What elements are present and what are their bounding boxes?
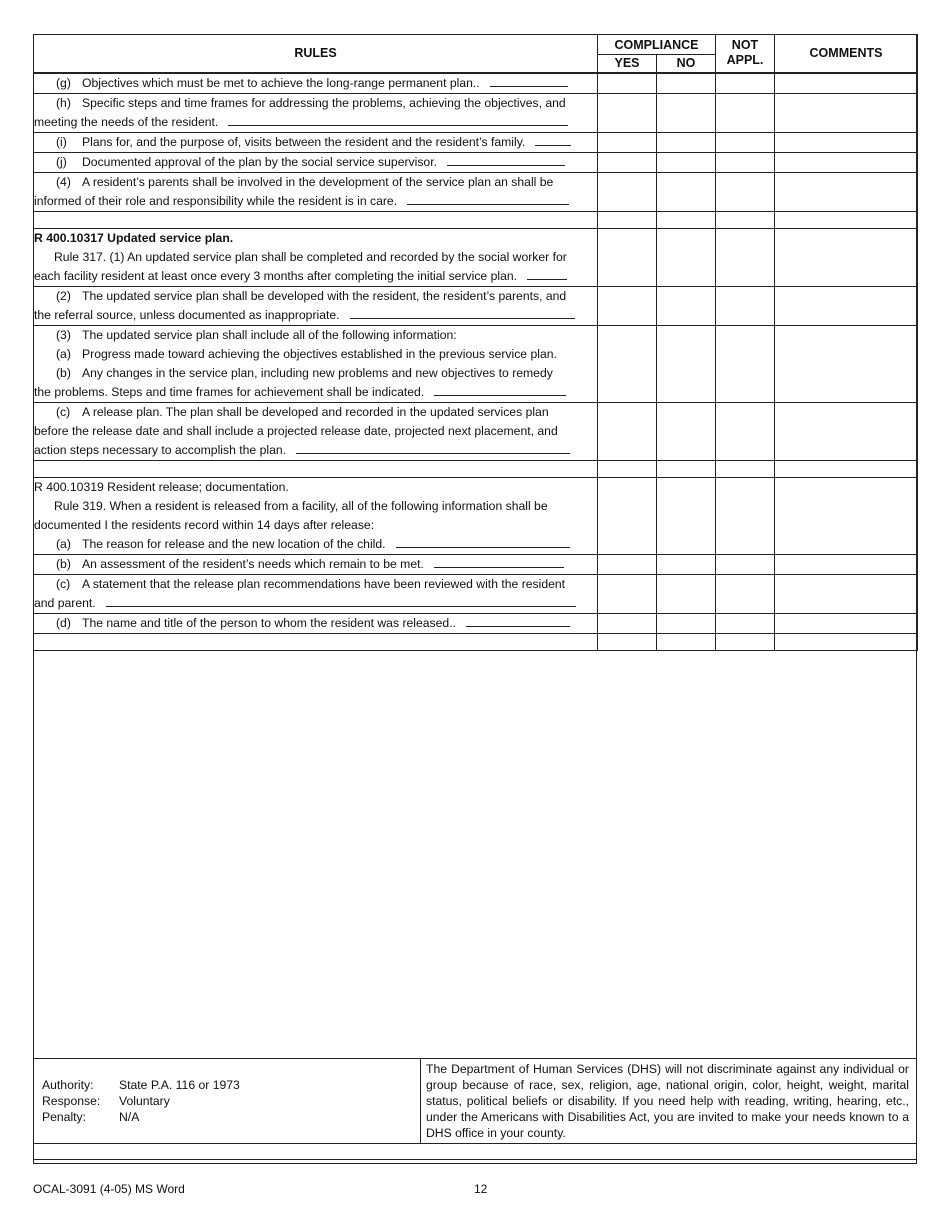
no-cell[interactable] (657, 477, 716, 554)
no-cell[interactable] (657, 152, 716, 172)
table-row (34, 574, 918, 613)
table-row (34, 152, 918, 172)
item-text: A release plan. The plan shall be developed and recorded in the updated services plan (82, 404, 549, 419)
yes-cell[interactable] (598, 613, 657, 633)
authority-value: State P.A. 116 or 1973 (119, 1078, 240, 1092)
no-cell[interactable] (657, 613, 716, 633)
answer-line[interactable] (434, 383, 566, 396)
answer-line[interactable] (228, 113, 568, 126)
no-cell[interactable] (657, 73, 716, 94)
table-row (34, 172, 918, 211)
item-label: (j) (56, 154, 67, 169)
item-text: action steps necessary to accomplish the plan. (34, 442, 287, 457)
table-row (34, 460, 918, 477)
item-text: each facility resident at least once every 3 months after completing the initial service plan. (34, 268, 518, 283)
rule-cell (34, 574, 598, 613)
no-cell[interactable] (657, 574, 716, 613)
comment-cell[interactable] (775, 613, 918, 633)
authority-block (34, 1059, 421, 1144)
rule-cell (34, 172, 598, 211)
na-cell[interactable] (716, 460, 775, 477)
item-text: Plans for, and the purpose of, visits between the resident and the resident’s family. (82, 134, 526, 149)
section-title: R 400.10317 Updated service plan. (34, 230, 234, 245)
answer-line[interactable] (106, 594, 576, 607)
rule-cell (34, 152, 598, 172)
item-label: (b) (56, 365, 71, 380)
item-text: meeting the needs of the resident. (34, 114, 219, 129)
item-label: (g) (56, 75, 71, 90)
item-text: Documented approval of the plan by the social service supervisor. (82, 154, 437, 169)
na-cell[interactable] (716, 477, 775, 554)
answer-line[interactable] (296, 441, 570, 454)
no-cell[interactable] (657, 211, 716, 228)
table-row (34, 477, 918, 554)
na-cell[interactable] (716, 402, 775, 460)
comment-cell[interactable] (775, 132, 918, 152)
na-cell[interactable] (716, 132, 775, 152)
item-text: The name and title of the person to whom the resident was released.. (82, 615, 456, 630)
comment-cell[interactable] (775, 172, 918, 211)
table-row (34, 93, 918, 132)
no-cell[interactable] (657, 132, 716, 152)
no-cell[interactable] (657, 325, 716, 402)
na-cell[interactable] (716, 633, 775, 650)
comment-cell[interactable] (775, 228, 918, 286)
item-text: and parent. (34, 595, 96, 610)
comment-cell[interactable] (775, 554, 918, 574)
rule-cell (34, 286, 598, 325)
dhs-notice: The Department of Human Services (DHS) will not discriminate against any individual or group because of race, sex, religion, age, national origin, color, height, weight, marital status, political beliefs or disability. If you need help with reading, writing, hearing, etc., under the Americans with Disabilities Act, you are invited to make your needs known to a DHS office in your county. (421, 1059, 917, 1144)
comment-cell[interactable] (775, 152, 918, 172)
item-label: (a) (56, 346, 71, 361)
na-cell[interactable] (716, 554, 775, 574)
item-label: (2) (56, 288, 71, 303)
item-label: (b) (56, 556, 71, 571)
answer-line[interactable] (396, 535, 570, 548)
table-row (34, 613, 918, 633)
answer-line[interactable] (490, 74, 568, 87)
section-title: R 400.10319 Resident release; documentation. (34, 479, 289, 494)
answer-line[interactable] (407, 192, 569, 205)
comment-cell[interactable] (775, 93, 918, 132)
rule-cell (34, 613, 598, 633)
item-text: informed of their role and responsibility while the resident is in care. (34, 193, 398, 208)
rule-cell (34, 554, 598, 574)
item-text: Rule 317. (1) An updated service plan shall be completed and recorded by the social worker for (54, 249, 567, 264)
not-appl-header (716, 35, 775, 73)
yes-cell[interactable] (598, 477, 657, 554)
item-label: (c) (56, 576, 71, 591)
item-label: (a) (56, 536, 71, 551)
item-label: (3) (56, 327, 71, 342)
na-cell[interactable] (716, 286, 775, 325)
table-row (34, 286, 918, 325)
na-cell[interactable] (716, 211, 775, 228)
answer-line[interactable] (350, 306, 575, 319)
na-cell[interactable] (716, 613, 775, 633)
item-text: the problems. Steps and time frames for achievement shall be indicated. (34, 384, 425, 399)
response-value: Voluntary (119, 1094, 170, 1108)
table-row (34, 73, 918, 94)
table-row (34, 633, 918, 650)
item-text: Progress made toward achieving the objectives established in the previous service plan. (82, 346, 557, 361)
item-text: the referral source, unless documented as inappropriate. (34, 307, 340, 322)
table-row (34, 211, 918, 228)
answer-line[interactable] (466, 614, 570, 627)
yes-cell[interactable] (598, 286, 657, 325)
no-cell[interactable] (657, 633, 716, 650)
yes-header: YES (598, 55, 657, 73)
penalty-label: Penalty: (42, 1110, 87, 1124)
rule-cell (34, 460, 598, 477)
rules-table (33, 34, 918, 651)
item-label: (c) (56, 404, 71, 419)
item-text: The reason for release and the new location of the child. (82, 536, 386, 551)
no-cell[interactable] (657, 93, 716, 132)
authority-table (33, 1058, 917, 1164)
rule-cell (34, 93, 598, 132)
na-cell[interactable] (716, 73, 775, 94)
item-text: Any changes in the service plan, including new problems and new objectives to remedy (82, 365, 553, 380)
rule-cell (34, 402, 598, 460)
item-text: The updated service plan shall be developed with the resident, the resident’s parents, and (82, 288, 567, 303)
rule-cell (34, 477, 598, 554)
rule-cell (34, 132, 598, 152)
table-row (34, 402, 918, 460)
item-label: (4) (56, 174, 71, 189)
answer-line[interactable] (527, 267, 567, 280)
no-cell[interactable] (657, 460, 716, 477)
comment-cell[interactable] (775, 460, 918, 477)
no-header: NO (657, 55, 716, 73)
yes-cell[interactable] (598, 574, 657, 613)
no-cell[interactable] (657, 402, 716, 460)
comment-cell[interactable] (775, 211, 918, 228)
penalty-value: N/A (119, 1110, 140, 1124)
yes-cell[interactable] (598, 172, 657, 211)
yes-cell[interactable] (598, 554, 657, 574)
answer-line[interactable] (434, 555, 564, 568)
answer-line[interactable] (535, 133, 571, 146)
item-label: (h) (56, 95, 71, 110)
na-cell[interactable] (716, 325, 775, 402)
na-cell[interactable] (716, 228, 775, 286)
rule-cell (34, 211, 598, 228)
rule-cell (34, 325, 598, 402)
table-row (34, 325, 918, 402)
table-row (34, 228, 918, 286)
comment-cell[interactable] (775, 73, 918, 94)
comment-cell[interactable] (775, 633, 918, 650)
rule-cell (34, 633, 598, 650)
comments-header: COMMENTS (775, 35, 918, 73)
item-text: before the release date and shall include a projected release date, projected next placement, and (34, 423, 558, 438)
yes-cell[interactable] (598, 73, 657, 94)
answer-line[interactable] (447, 153, 565, 166)
item-label: (d) (56, 615, 71, 630)
yes-cell[interactable] (598, 211, 657, 228)
compliance-header: COMPLIANCE (598, 35, 716, 55)
yes-cell[interactable] (598, 460, 657, 477)
yes-cell[interactable] (598, 402, 657, 460)
comment-cell[interactable] (775, 574, 918, 613)
na-cell[interactable] (716, 93, 775, 132)
yes-cell[interactable] (598, 93, 657, 132)
no-cell[interactable] (657, 554, 716, 574)
not-appl-line2: APPL. (726, 53, 764, 68)
na-cell[interactable] (716, 574, 775, 613)
blank-row (34, 1144, 917, 1164)
comment-cell[interactable] (775, 477, 918, 554)
no-cell[interactable] (657, 228, 716, 286)
comment-cell[interactable] (775, 286, 918, 325)
yes-cell[interactable] (598, 152, 657, 172)
authority-label: Authority: (42, 1078, 94, 1092)
yes-cell[interactable] (598, 132, 657, 152)
comment-cell[interactable] (775, 402, 918, 460)
item-text: documented I the residents record within 14 days after release: (34, 517, 375, 532)
no-cell[interactable] (657, 286, 716, 325)
item-text: The updated service plan shall include all of the following information: (82, 327, 457, 342)
item-text: A statement that the release plan recommendations have been reviewed with the resident (82, 576, 566, 591)
rule-cell (34, 73, 598, 94)
yes-cell[interactable] (598, 325, 657, 402)
form-id: OCAL-3091 (4-05) MS Word (33, 1182, 185, 1196)
rule-cell (34, 228, 598, 286)
page-number: 12 (474, 1182, 488, 1196)
item-text: An assessment of the resident’s needs which remain to be met. (82, 556, 424, 571)
comment-cell[interactable] (775, 325, 918, 402)
item-text: A resident’s parents shall be involved in the development of the service plan an shall be (82, 174, 554, 189)
item-text: Specific steps and time frames for addressing the problems, achieving the objectives, and (82, 95, 566, 110)
not-appl-line1: NOT (731, 38, 759, 53)
item-label: (i) (56, 134, 67, 149)
yes-cell[interactable] (598, 633, 657, 650)
table-row (34, 132, 918, 152)
na-cell[interactable] (716, 172, 775, 211)
item-text: Objectives which must be met to achieve the long-range permanent plan.. (82, 75, 480, 90)
rules-header: RULES (34, 35, 598, 73)
item-text: Rule 319. When a resident is released from a facility, all of the following information shall be (54, 498, 548, 513)
no-cell[interactable] (657, 172, 716, 211)
yes-cell[interactable] (598, 228, 657, 286)
table-row (34, 554, 918, 574)
na-cell[interactable] (716, 152, 775, 172)
response-label: Response: (42, 1094, 101, 1108)
